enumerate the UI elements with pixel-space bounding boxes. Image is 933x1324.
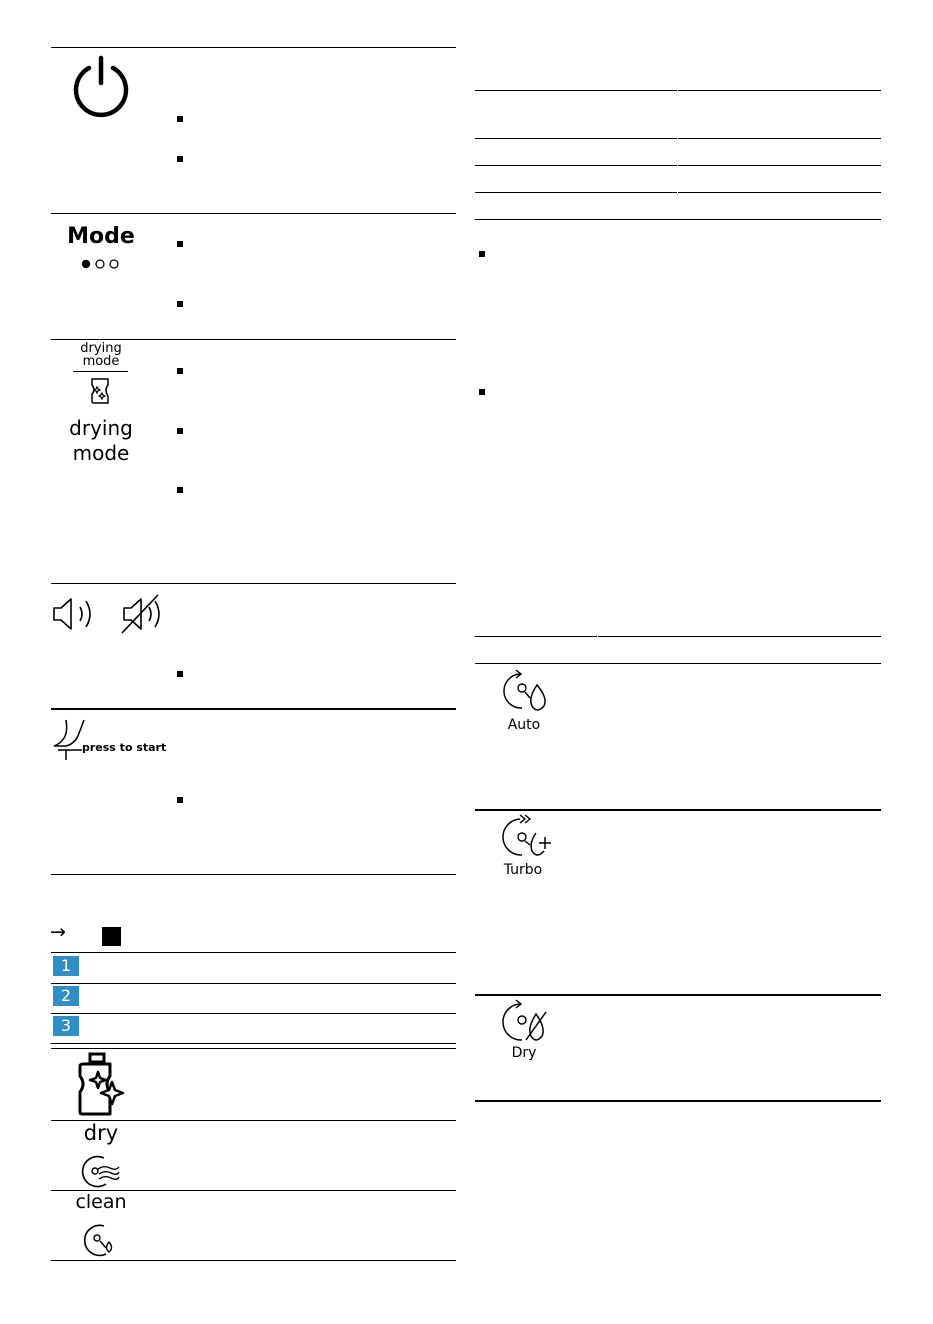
clean-label: clean <box>75 1191 127 1213</box>
row-divider <box>51 339 456 340</box>
power-icon <box>70 54 132 116</box>
row-divider <box>51 1013 456 1014</box>
column-divider <box>677 90 678 219</box>
row-divider <box>475 165 881 166</box>
row-divider <box>51 708 456 710</box>
step-number-2: 2 <box>53 986 79 1006</box>
bullet <box>177 116 183 122</box>
foot-press-icon <box>52 718 92 762</box>
mode-label: Mode <box>67 224 135 249</box>
row-divider <box>51 213 456 214</box>
row-divider <box>51 1048 456 1049</box>
mode-dots-icon <box>80 258 122 270</box>
clean-icon <box>84 1222 122 1258</box>
row-divider <box>51 874 456 875</box>
row-divider <box>51 583 456 584</box>
row-divider <box>475 219 881 220</box>
drying-mode-icon-text: drying mode <box>80 341 122 369</box>
bullet <box>177 301 183 307</box>
black-square-icon <box>102 927 121 946</box>
row-divider <box>475 90 881 91</box>
step-number-3: 3 <box>53 1016 79 1036</box>
row-divider <box>475 636 881 637</box>
auto-program-icon <box>502 668 550 716</box>
row-divider <box>475 192 881 193</box>
sound-on-icon <box>52 596 98 632</box>
drying-mode-icon <box>88 376 112 406</box>
dry-program-icon <box>502 998 550 1046</box>
row-divider <box>475 994 881 996</box>
row-divider <box>51 952 456 953</box>
auto-label: Auto <box>507 717 541 733</box>
step-number-1: 1 <box>53 956 79 976</box>
row-divider <box>51 983 456 984</box>
row-divider <box>475 1100 881 1102</box>
row-divider <box>51 1260 456 1261</box>
row-divider <box>475 138 881 139</box>
arrow-symbol: → <box>50 921 66 943</box>
turbo-program-icon <box>502 813 552 863</box>
dry-icon <box>82 1153 120 1189</box>
column-divider <box>597 636 598 663</box>
row-divider <box>475 809 881 811</box>
drying-mode-label: drying mode <box>69 416 133 465</box>
bullet <box>177 368 183 374</box>
press-to-start-label: press to start <box>82 741 167 754</box>
bullet <box>177 671 183 677</box>
bullet <box>177 487 183 493</box>
bullet <box>479 389 485 395</box>
row-divider <box>51 1043 456 1044</box>
drying-agent-bottle-icon <box>76 1052 126 1118</box>
icon-underline <box>73 371 128 372</box>
bullet <box>479 251 485 257</box>
bullet <box>177 156 183 162</box>
dry-program-label: Dry <box>511 1045 537 1061</box>
sound-off-icon <box>120 593 166 635</box>
turbo-label: Turbo <box>503 862 543 878</box>
dry-label: dry <box>83 1121 119 1145</box>
bullet <box>177 428 183 434</box>
bullet <box>177 797 183 803</box>
row-divider <box>51 47 456 48</box>
row-divider <box>475 663 881 664</box>
bullet <box>177 241 183 247</box>
